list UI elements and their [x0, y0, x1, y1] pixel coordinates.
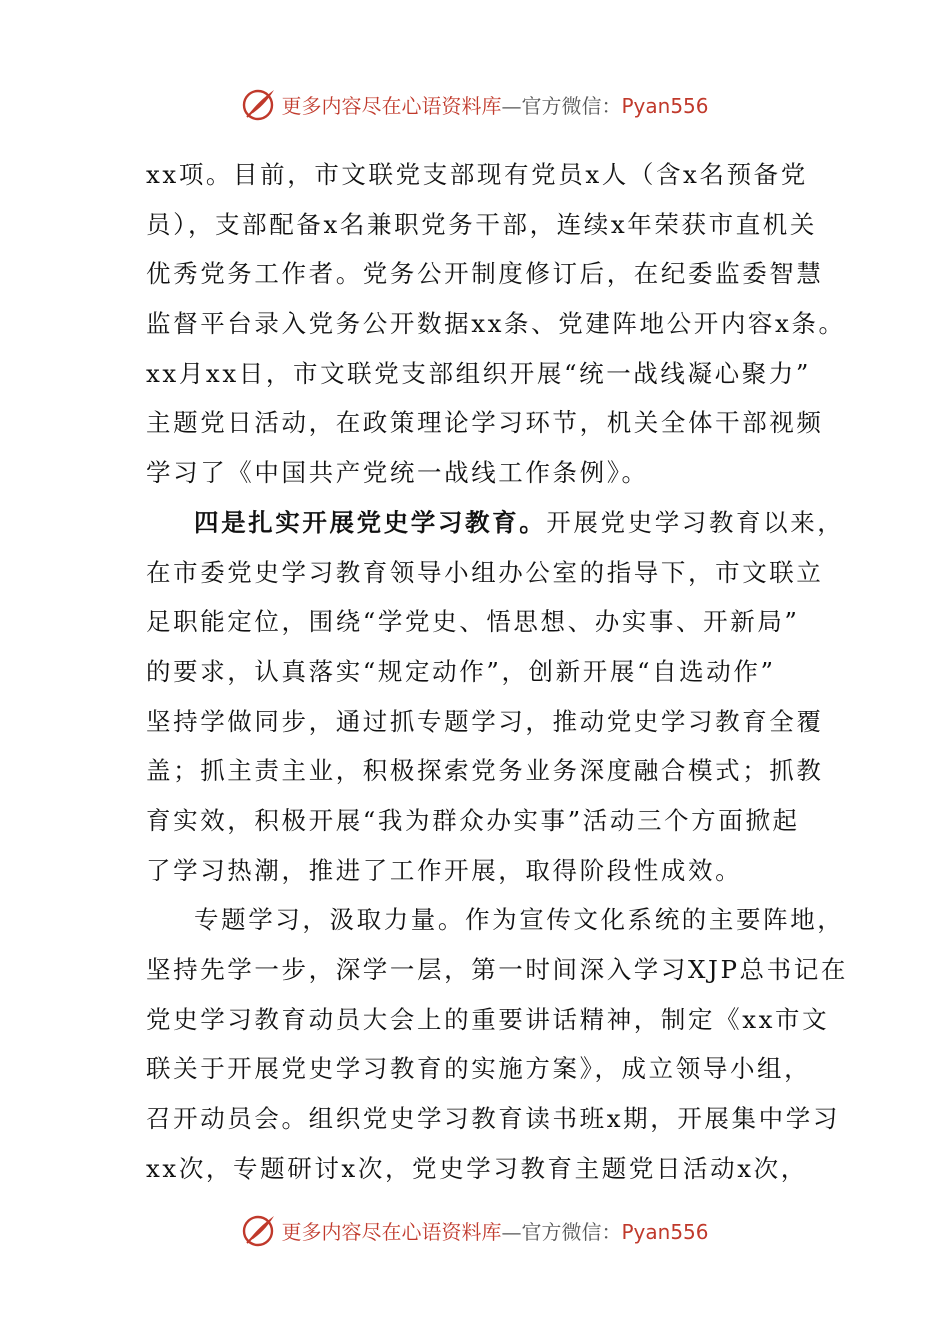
paragraph-start: 专题学习，汲取力量。作为宣传文化系统的主要阵地， — [194, 905, 845, 935]
text-line: 联关于开展党史学习教育的实施方案》，成立领导小组， — [146, 1054, 812, 1084]
text-line: 了学习热潮，推进了工作开展，取得阶段性成效。 — [146, 855, 743, 885]
watermark-wechat-id: Pyan556 — [621, 1219, 709, 1244]
watermark-text: 更多内容尽在心语资料库 — [281, 1219, 502, 1244]
header-watermark — [0, 84, 950, 124]
text-line: 监督平台录入党务公开数据xx条、党建阵地公开内容x条。 — [146, 309, 846, 339]
text-line: 育实效，积极开展“我为群众办实事”活动三个方面掀起 — [146, 805, 800, 835]
section-lead: 四是扎实开展党史学习教育。 — [194, 507, 547, 537]
text-line: 员），支部配备x名兼职党务干部，连续x年荣获市直机关 — [146, 209, 817, 239]
text-line: 党史学习教育动员大会上的重要讲话精神，制定《xx市文 — [146, 1004, 830, 1034]
text-line: 在市委党史学习教育领导小组办公室的指导下，市文联立 — [146, 557, 824, 587]
watermark-wechat-label: 官方微信： — [521, 93, 622, 118]
watermark-text: 更多内容尽在心语资料库 — [281, 93, 502, 118]
watermark-wechat-id: Pyan556 — [621, 93, 709, 118]
text-line: 优秀党务工作者。党务公开制度修订后，在纪委监委智慧 — [146, 259, 824, 289]
text-line: xx项。目前，市文联党支部现有党员x人（含x名预备党 — [146, 160, 808, 189]
document-body — [146, 150, 848, 1193]
text-line: 主题党日活动，在政策理论学习环节，机关全体干部视频 — [146, 408, 824, 438]
quill-logo-icon — [241, 1212, 277, 1248]
watermark-wechat-label: 官方微信： — [521, 1219, 622, 1244]
text-line: xx次，专题研讨x次，党史学习教育主题党日活动x次， — [146, 1153, 808, 1183]
text-line: 坚持学做同步，通过抓专题学习，推动党史学习教育全覆 — [146, 706, 824, 736]
watermark-dash: — — [501, 93, 522, 118]
section-lead-rest: 开展党史学习教育以来， — [546, 507, 845, 537]
quill-logo-icon — [241, 86, 277, 122]
watermark-dash: — — [501, 1219, 522, 1244]
text-line: 盖；抓主责主业，积极探索党务业务深度融合模式；抓教 — [146, 756, 824, 786]
text-line: 足职能定位，围绕“学党史、悟思想、办实事、开新局” — [146, 607, 800, 637]
text-line: 坚持先学一步，深学一层，第一时间深入学习XJP总书记在 — [146, 955, 848, 984]
paragraph-start — [146, 498, 845, 548]
text-line: 召开动员会。组织党史学习教育读书班x期，开展集中学习 — [146, 1104, 840, 1134]
footer-watermark — [0, 1210, 950, 1250]
text-line: 学习了《中国共产党统一战线工作条例》。 — [146, 458, 649, 488]
text-line: 的要求，认真落实“规定动作”，创新开展“自选动作” — [146, 656, 776, 686]
text-line: xx月xx日，市文联党支部组织开展“统一战线凝心聚力” — [146, 358, 812, 388]
